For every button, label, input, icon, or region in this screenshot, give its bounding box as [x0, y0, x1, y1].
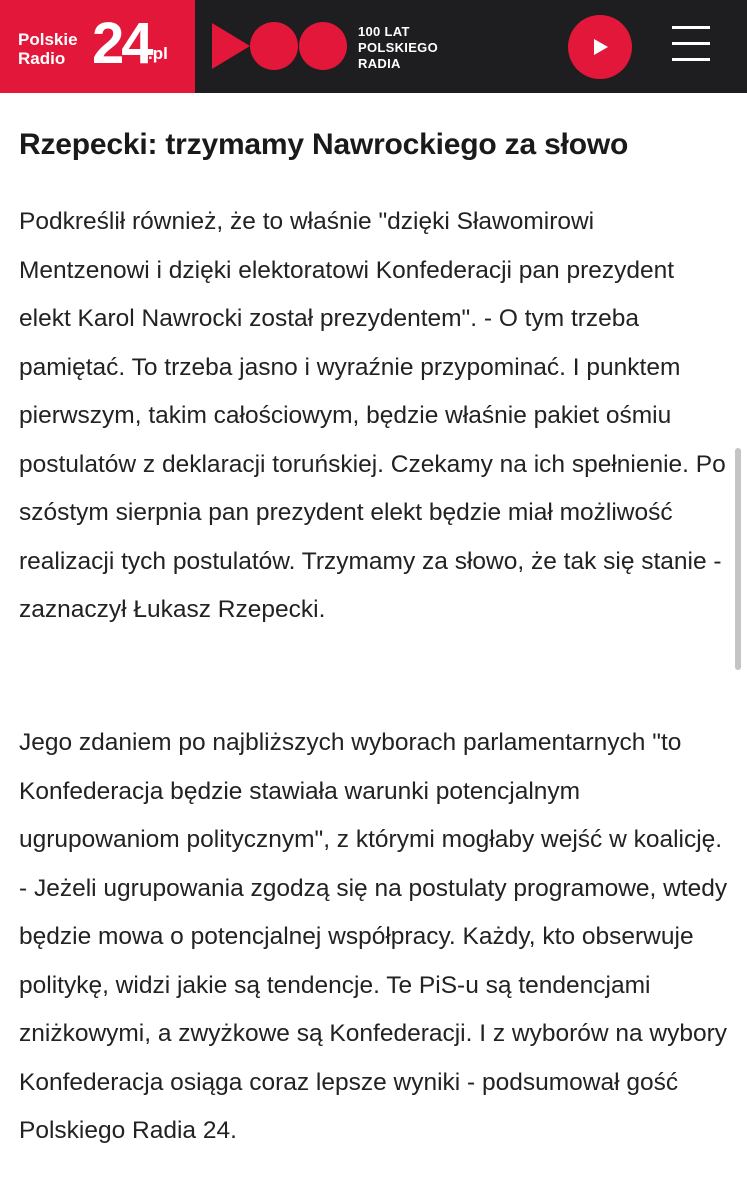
article-title: Rzepecki: trzymamy Nawrockiego za słowo — [19, 128, 629, 161]
play-icon — [592, 37, 610, 57]
anniversary-line-3: RADIA — [358, 56, 401, 71]
article-paragraph: Jego zdaniem po najbliższych wyborach parlamentarnych "to Konfederacja będzie stawiała warunki potencjalnym ugrupowaniom politycznym", z którymi mogłaby wejść w koalicję. - Jeżeli ugrupowania zgodzą się na postulaty programowe, wtedy będzie mowa o potencjalnej współpracy. Każdy, kto obserwuje politykę, widzi jakie są tendencje. Te PiS-u są tendencjami zniżkowymi, a zwyżkowe są Konfederacji. I z wyborów na wybory Konfederacja osiąga coraz lepsze wyniki - podsumował gość Polskiego Radia 24. — [19, 729, 728, 1144]
logo-polskie-radio-text — [18, 30, 78, 68]
anniversary-logo-icon — [212, 20, 348, 72]
logo-line-1: Polskie — [18, 30, 78, 49]
article-content — [19, 125, 729, 1144]
hamburger-menu-icon — [672, 42, 710, 45]
anniversary-line-1: 100 LAT — [358, 24, 410, 39]
hamburger-menu-icon — [672, 26, 710, 29]
logo-number: 24 — [92, 11, 151, 76]
scrollbar-thumb[interactable] — [735, 448, 741, 670]
logo-line-2: Radio — [18, 49, 66, 68]
site-header — [0, 0, 747, 93]
article-paragraph: Podkreślił również, że to właśnie "dzięki Sławomirowi Mentzenowi i dzięki elektoratowi Konfederacji pan prezydent elekt Karol Nawrocki został prezydentem". - O tym trzeba pamiętać. To trzeba jasno i wyraźnie przypominać. I punktem pierwszym, takim całościowym, będzie właśnie pakiet ośmiu postulatów z deklaracji toruńskiej. Czekamy na ich spełnienie. Po szóstym sierpnia pan prezydent elekt będzie miał możliwość realizacji tych postulatów. Trzymamy za słowo, że tak się stanie - zaznaczył Łukasz Rzepecki. — [19, 208, 726, 623]
anniversary-line-2: POLSKIEGO — [358, 40, 438, 55]
logo-suffix: .pl — [148, 44, 168, 63]
hamburger-menu-icon — [672, 58, 710, 61]
menu-button[interactable] — [672, 24, 710, 64]
play-button[interactable] — [568, 15, 632, 79]
anniversary-text — [358, 24, 438, 72]
site-logo[interactable] — [0, 0, 195, 93]
